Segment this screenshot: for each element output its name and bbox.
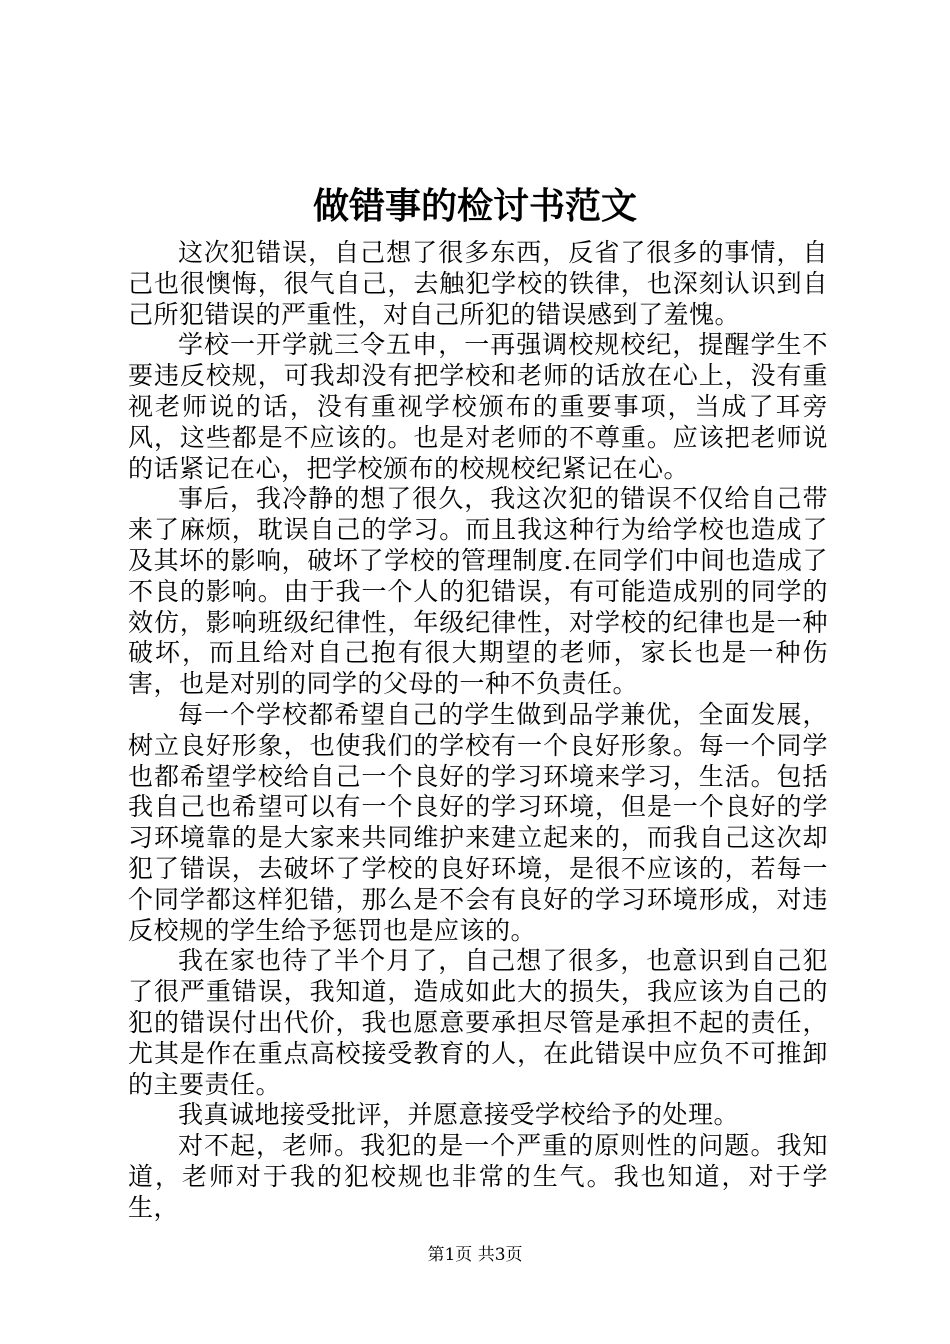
paragraph: 对不起，老师。我犯的是一个严重的原则性的问题。我知道，老师对于我的犯校规也非常的生气。我也知道，对于学生， [128, 1131, 828, 1222]
document-body [128, 238, 828, 1224]
page-footer: 第1页 共3页 [427, 1245, 523, 1265]
paragraph: 每一个学校都希望自己的学生做到品学兼优，全面发展，树立良好形象，也使我们的学校有一个良好形象。每一个同学也都希望学校给自己一个良好的学习环境来学习，生活。包括我自己也希望可以有一个良好的学习环境，但是一个良好的学习环境靠的是大家来共同维护来建立起来的，而我自己这次却犯了错误，去破坏了学校的良好环境，是很不应该的，若每一个同学都这样犯错，那么是不会有良好的学习环境形成，对违反校规的学生给予惩罚也是应该的。 [128, 699, 828, 945]
paragraph: 我真诚地接受批评，并愿意接受学校给予的处理。 [178, 1100, 740, 1130]
paragraph: 事后，我冷静的想了很久，我这次犯的错误不仅给自己带来了麻烦，耽误自己的学习。而且我这种行为给学校也造成了及其坏的影响，破坏了学校的管理制度.在同学们中间也造成了不良的影响。由于我一个人的犯错误，有可能造成别的同学的效仿，影响班级纪律性，年级纪律性，对学校的纪律也是一种破坏，而且给对自己抱有很大期望的老师，家长也是一种伤害，也是对别的同学的父母的一种不负责任。 [128, 484, 828, 699]
document-title: 做错事的检讨书范文 [312, 185, 637, 227]
paragraph: 这次犯错误，自己想了很多东西，反省了很多的事情，自己也很懊悔，很气自己，去触犯学校的铁律，也深刻认识到自己所犯错误的严重性，对自己所犯的错误感到了羞愧。 [128, 238, 828, 329]
paragraph: 学校一开学就三令五申，一再强调校规校纪，提醒学生不要违反校规，可我却没有把学校和老师的话放在心上，没有重视老师说的话，没有重视学校颁布的重要事项，当成了耳旁风，这些都是不应该的。也是对老师的不尊重。应该把老师说的话紧记在心，把学校颁布的校规校纪紧记在心。 [128, 330, 828, 483]
paragraph: 我在家也待了半个月了，自己想了很多，也意识到自己犯了很严重错误，我知道，造成如此大的损失，我应该为自己的犯的错误付出代价，我也愿意要承担尽管是承担不起的责任，尤其是作在重点高校接受教育的人，在此错误中应负不可推卸的主要责任。 [128, 946, 828, 1099]
